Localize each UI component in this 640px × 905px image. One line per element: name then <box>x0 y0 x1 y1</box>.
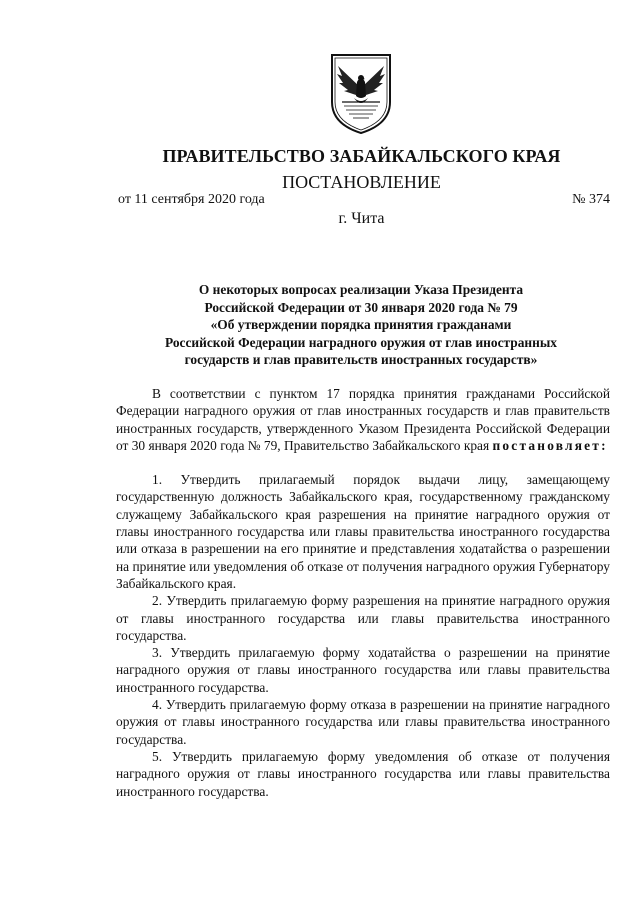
preamble-paragraph <box>116 385 610 454</box>
resolution-item-1: 1. Утвердить прилагаемый порядок выдачи лицу, замещающему государственную должность Забайкальского края, государственному гражданскому служащему Забайкальского края разрешения на принятие наградного оружия от главы иностранного государства или главы правительства иностранного государства или отказа в разрешении на его принятие и представления ходатайства о разрешении на принятие или уведомления об отказе от получения наградного оружия Губернатору Забайкальского края. <box>116 472 610 591</box>
heading-line: Российской Федерации от 30 января 2020 года № 79 <box>204 299 518 315</box>
document-city: г. Чита <box>338 210 385 227</box>
document-date: от 11 сентября 2020 года <box>118 192 265 207</box>
resolution-item-2: 2. Утвердить прилагаемую форму разрешения на принятие наградного оружия от главы иностранного государства или главы правительства иностранного государства. <box>116 593 610 643</box>
document-body <box>116 385 610 800</box>
coat-of-arms-icon <box>328 52 394 136</box>
heading-line: О некоторых вопросах реализации Указа Президента <box>198 282 524 297</box>
preamble-text: В соответствии с пунктом 17 порядка принятия гражданами Российской Федерации наградного оружия от глав иностранных государств и глав правительств иностранных государств, утвержденного Указом Президента Российской Федерации от 30 января 2020 года № 79, Правительство Забайкальского края <box>116 386 610 453</box>
document-type: ПОСТАНОВЛЕНИЕ <box>282 172 441 192</box>
organization-name: ПРАВИТЕЛЬСТВО ЗАБАЙКАЛЬСКОГО КРАЯ <box>162 146 561 166</box>
resolution-item-3: 3. Утвердить прилагаемую форму ходатайства о разрешении на принятие наградного оружия от главы иностранного государства или главы правительства иностранного государства. <box>116 645 610 695</box>
document-number: № 374 <box>572 192 610 207</box>
resolution-item-4: 4. Утвердить прилагаемую форму отказа в разрешении на принятие наградного оружия от главы иностранного государства или главы правительства иностранного государства. <box>116 697 610 747</box>
document-heading <box>116 281 606 369</box>
resolution-item-5: 5. Утвердить прилагаемую форму уведомления об отказе от получения наградного оружия от главы иностранного государства или главы правительства иностранного государства. <box>116 748 610 799</box>
heading-line: Российской Федерации наградного оружия от глав иностранных <box>165 334 557 350</box>
heading-line: государств и глав правительств иностранных государств» <box>184 352 538 368</box>
decree-word: постановляет: <box>492 437 608 453</box>
heading-line: «Об утверждении порядка принятия гражданами <box>210 317 512 333</box>
